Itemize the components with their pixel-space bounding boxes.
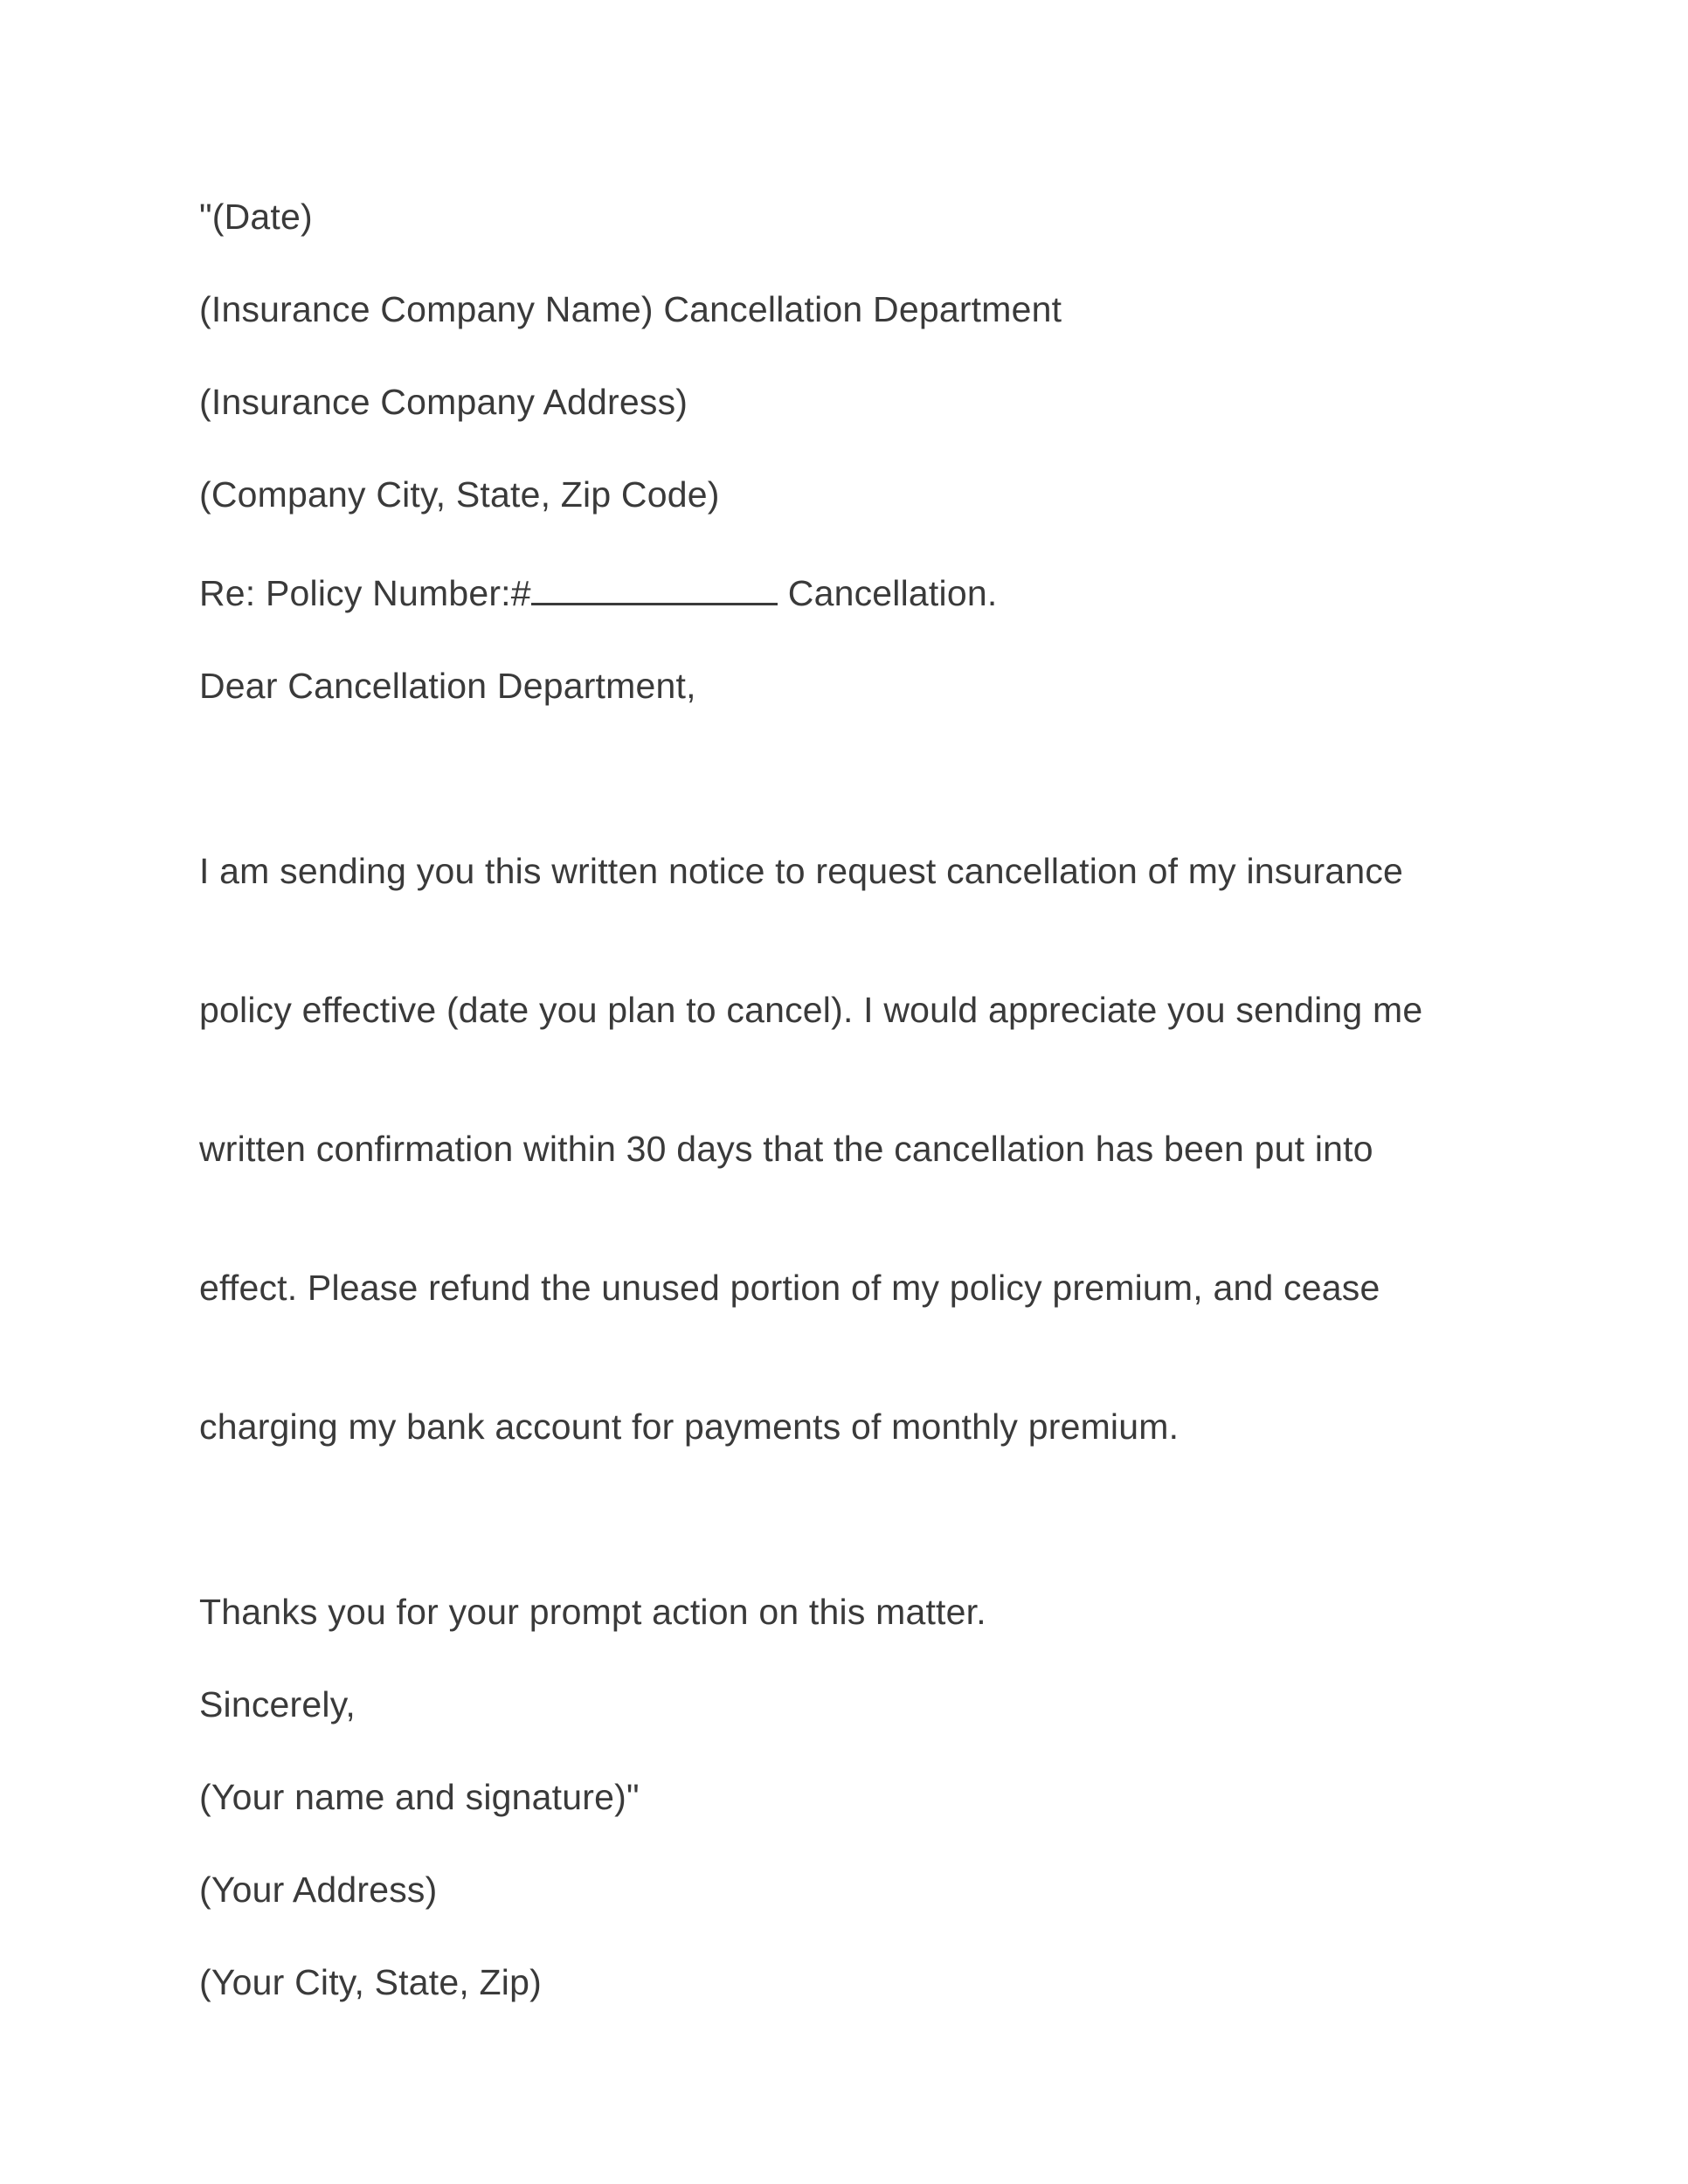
reference-prefix: Re: Policy Number:#	[199, 573, 531, 613]
closing: Sincerely,	[199, 1684, 356, 1724]
date-line: "(Date)	[199, 197, 313, 237]
body-line: effect. Please refund the unused portion of my policy premium, and cease	[199, 1268, 1380, 1308]
sender-city-line: (Your City, State, Zip)	[199, 1962, 542, 2002]
sender-address-line: (Your Address)	[199, 1870, 438, 1910]
company-name-line: (Insurance Company Name) Cancellation Department	[199, 289, 1062, 329]
thanks-line: Thanks you for your prompt action on this matter.	[199, 1592, 986, 1632]
body-line: charging my bank account for payments of monthly premium.	[199, 1406, 1180, 1447]
body-line: I am sending you this written notice to request cancellation of my insurance	[199, 851, 1404, 891]
company-address-line: (Insurance Company Address)	[199, 382, 688, 422]
body-line: policy effective (date you plan to cancel). I would appreciate you sending me	[199, 990, 1423, 1030]
policy-number-blank	[531, 564, 778, 605]
signature-line: (Your name and signature)"	[199, 1777, 640, 1817]
reference-suffix: Cancellation.	[787, 573, 998, 613]
body-line: written confirmation within 30 days that the cancellation has been put into	[199, 1129, 1373, 1169]
salutation: Dear Cancellation Department,	[199, 666, 696, 706]
body-paragraph	[199, 756, 1510, 1543]
company-city-line: (Company City, State, Zip Code)	[199, 474, 720, 515]
reference-line	[199, 564, 1510, 617]
letter-body	[199, 194, 1510, 2052]
